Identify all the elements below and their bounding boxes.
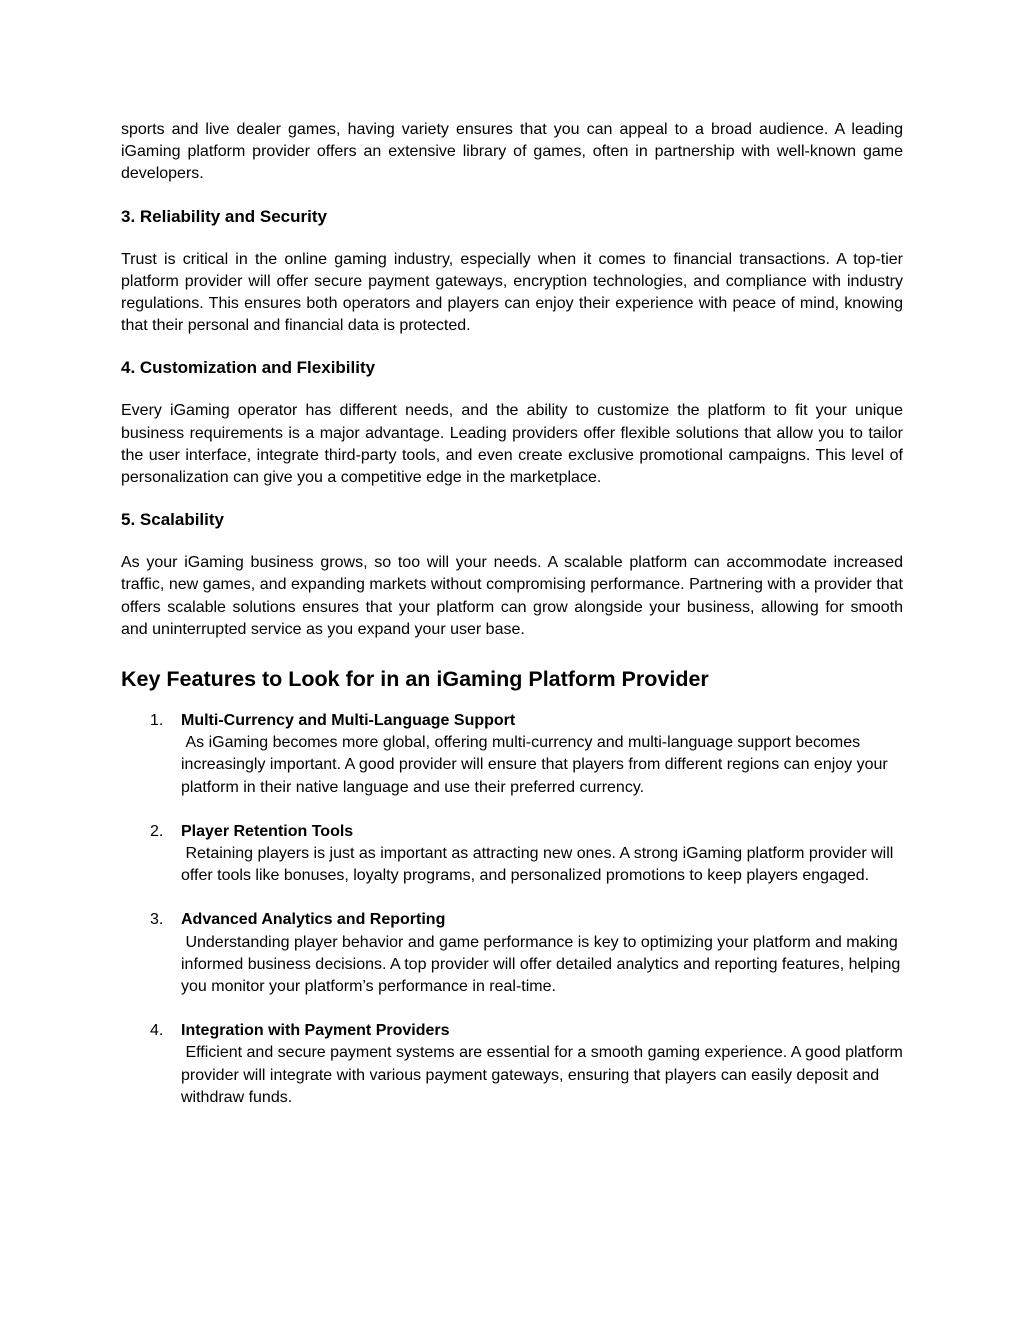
list-item-title: Multi-Currency and Multi-Language Support xyxy=(181,712,516,730)
list-item-text: As iGaming becomes more global, offering multi-currency and multi-language support becomes increasingly important. A good provider will ensure that players from different regions can enjoy your platform in their native language and use their preferred currency. xyxy=(181,734,893,796)
section-heading-scalability: 5. Scalability xyxy=(121,510,224,530)
document-page xyxy=(121,119,908,1109)
section-paragraph-reliability: Trust is critical in the online gaming industry, especially when it comes to financial transactions. A top-tier platform provider will offer secure payment gateways, encryption technologies, and compliance with industry regulations. This ensures both operators and players can enjoy their experience with peace of mind, knowing that their personal and financial data is protected. xyxy=(121,250,903,335)
list-item-title: Advanced Analytics and Reporting xyxy=(181,911,446,929)
list-item-title: Player Retention Tools xyxy=(181,822,354,840)
list-item-text: Understanding player behavior and game performance is key to optimizing your platform and making informed business decisions. A top provider will offer detailed analytics and reporting features, helping you monitor your platform’s performance in real-time. xyxy=(181,933,905,996)
list-item-text: Retaining players is just as important as attracting new ones. A strong iGaming platform provider will offer tools like bonuses, loyalty programs, and personalized promotions to keep players engaged. xyxy=(181,845,898,885)
list-item xyxy=(121,1020,908,1109)
list-item-number: 4. xyxy=(150,1022,164,1040)
key-features-heading: Key Features to Look for in an iGaming Platform Provider xyxy=(121,667,709,692)
list-item xyxy=(121,710,903,799)
section-heading-customization: 4. Customization and Flexibility xyxy=(121,358,376,378)
intro-paragraph: sports and live dealer games, having variety ensures that you can appeal to a broad audience. A leading iGaming platform provider offers an extensive library of games, often in partnership with well-known game developers. xyxy=(121,121,903,183)
list-item-text: Efficient and secure payment systems are essential for a smooth gaming experience. A good platform provider will integrate with various payment gateways, ensuring that players can easily deposit and withdraw funds. xyxy=(181,1044,908,1106)
list-item-number: 2. xyxy=(150,822,164,840)
key-features-list xyxy=(121,710,908,1109)
list-item-number: 3. xyxy=(150,911,164,929)
section-paragraph-scalability: As your iGaming business grows, so too will your needs. A scalable platform can accommodate increased traffic, new games, and expanding markets without compromising performance. Partnering with a provider that offers scalable solutions ensures that your platform can grow alongside your business, allowing for smooth and uninterrupted service as you expand your user base. xyxy=(121,554,903,638)
section-paragraph-customization: Every iGaming operator has different needs, and the ability to customize the platform to fit your unique business requirements is a major advantage. Leading providers offer flexible solutions that allow you to tailor the user interface, integrate third-party tools, and even create exclusive promotional campaigns. This level of personalization can give you a competitive edge in the marketplace. xyxy=(121,402,903,487)
list-item xyxy=(121,821,903,888)
section-heading-reliability: 3. Reliability and Security xyxy=(121,206,327,226)
list-item-title: Integration with Payment Providers xyxy=(181,1022,450,1040)
list-item-number: 1. xyxy=(150,712,164,730)
list-item xyxy=(121,909,903,998)
